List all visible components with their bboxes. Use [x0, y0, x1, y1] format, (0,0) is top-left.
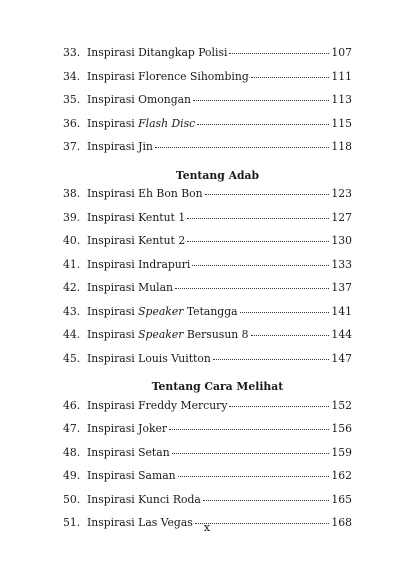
entry-page: 152 — [331, 398, 352, 412]
entry-page: 115 — [331, 116, 352, 130]
dot-leader — [240, 311, 330, 313]
toc-entry — [63, 70, 352, 94]
entry-page: 162 — [331, 469, 352, 482]
entry-page: 107 — [331, 46, 352, 59]
entry-page: 144 — [331, 328, 352, 341]
entry-number: 34. — [63, 69, 81, 83]
entry-title — [87, 305, 238, 318]
entry-title: Inspirasi Indrapuri — [87, 257, 191, 271]
entry-title-italic: Flash Disc — [138, 116, 196, 130]
entry-title: Inspirasi Jin — [87, 140, 153, 153]
entry-page: 113 — [331, 93, 352, 106]
dot-leader — [172, 452, 330, 454]
toc-entry — [63, 234, 352, 258]
entry-title: Inspirasi Omongan — [87, 93, 191, 106]
toc-entry — [63, 422, 352, 446]
dot-leader — [251, 334, 330, 336]
entry-title: Inspirasi Florence Sihombing — [87, 69, 249, 83]
section-heading: Tentang Cara Melihat — [151, 380, 284, 393]
entry-title-text: Inspirasi — [87, 328, 139, 341]
entry-title: Inspirasi Ditangkap Polisi — [87, 46, 228, 59]
entry-number: 46. — [63, 398, 81, 412]
dot-leader — [229, 405, 329, 407]
toc-entry — [63, 258, 352, 282]
dot-leader — [155, 146, 330, 148]
entry-title: Inspirasi Kentut 1 — [87, 210, 186, 224]
dot-leader — [205, 193, 330, 195]
dot-leader — [193, 99, 329, 101]
entry-number: 41. — [63, 257, 81, 271]
dot-leader — [251, 76, 330, 78]
dot-leader — [175, 287, 329, 289]
entry-number: 39. — [63, 210, 81, 224]
entry-number: 37. — [63, 140, 81, 153]
entry-title-italic: Speaker — [138, 304, 184, 318]
entry-number: 44. — [63, 328, 81, 341]
entry-page: 165 — [331, 492, 352, 506]
entry-page: 118 — [331, 140, 352, 153]
dot-leader — [192, 264, 329, 266]
entry-number: 36. — [63, 116, 81, 130]
entry-title-text: Inspirasi — [87, 304, 139, 318]
entry-number: 45. — [63, 351, 81, 365]
entry-title: Inspirasi Kunci Roda — [87, 492, 201, 506]
entry-title: Inspirasi Louis Vuitton — [87, 351, 211, 365]
dot-leader — [187, 217, 329, 219]
toc-entry — [63, 469, 352, 493]
entry-page: 133 — [331, 257, 352, 271]
entry-number: 33. — [63, 46, 81, 59]
toc-entry — [63, 352, 352, 376]
page-number: x — [203, 521, 211, 534]
toc-entry — [63, 211, 352, 235]
toc-entry — [63, 281, 352, 305]
entry-title-text: Inspirasi — [87, 116, 139, 130]
toc-entry — [63, 117, 352, 141]
entry-page: 168 — [331, 516, 352, 529]
entry-title: Inspirasi Eh Bon Bon — [87, 187, 203, 200]
entry-title: Inspirasi Setan — [87, 445, 170, 459]
toc-entry — [63, 493, 352, 517]
toc-entry — [63, 93, 352, 117]
entry-page: 123 — [331, 187, 352, 200]
table-of-contents — [63, 46, 352, 540]
dot-leader — [229, 52, 329, 54]
entry-number: 49. — [63, 469, 81, 482]
section-heading: Tentang Adab — [175, 168, 260, 182]
entry-title: Inspirasi Saman — [87, 469, 176, 482]
dot-leader — [213, 358, 330, 360]
entry-title: Inspirasi Kentut 2 — [87, 234, 186, 247]
entry-title: Inspirasi Joker — [87, 422, 168, 435]
toc-entry — [63, 328, 352, 352]
entry-page: 111 — [331, 69, 352, 83]
entry-number: 38. — [63, 187, 81, 200]
entry-number: 51. — [63, 516, 81, 529]
entry-number: 40. — [63, 234, 81, 247]
dot-leader — [178, 475, 330, 477]
toc-entry — [63, 399, 352, 423]
entry-title: Inspirasi Las Vegas — [87, 516, 193, 529]
entry-number: 42. — [63, 281, 81, 294]
dot-leader — [197, 123, 329, 125]
dot-leader — [187, 240, 329, 242]
entry-number: 47. — [63, 422, 81, 435]
entry-page: 137 — [331, 281, 352, 294]
entry-title: Inspirasi Mulan — [87, 281, 174, 294]
entry-page: 130 — [331, 234, 352, 247]
toc-entry — [63, 140, 352, 164]
entry-number: 50. — [63, 492, 81, 506]
entry-number: 35. — [63, 93, 81, 106]
entry-number: 48. — [63, 445, 81, 459]
entry-number: 43. — [63, 304, 81, 318]
entry-title — [87, 328, 249, 341]
entry-page: 141 — [331, 304, 352, 318]
dot-leader — [203, 499, 330, 501]
dot-leader — [169, 428, 329, 430]
toc-entry — [63, 46, 352, 70]
toc-entry — [63, 187, 352, 211]
entry-title-rest: Bersusun 8 — [183, 328, 249, 341]
entry-title-rest: Tetangga — [183, 304, 238, 318]
entry-page: 147 — [331, 351, 352, 365]
entry-title: Inspirasi Freddy Mercury — [87, 398, 228, 412]
entry-title — [87, 117, 195, 130]
entry-page: 127 — [331, 210, 352, 224]
entry-page: 156 — [331, 422, 352, 435]
toc-entry — [63, 305, 352, 329]
entry-title-italic: Speaker — [138, 328, 184, 341]
entry-page: 159 — [331, 445, 352, 459]
toc-entry — [63, 446, 352, 470]
